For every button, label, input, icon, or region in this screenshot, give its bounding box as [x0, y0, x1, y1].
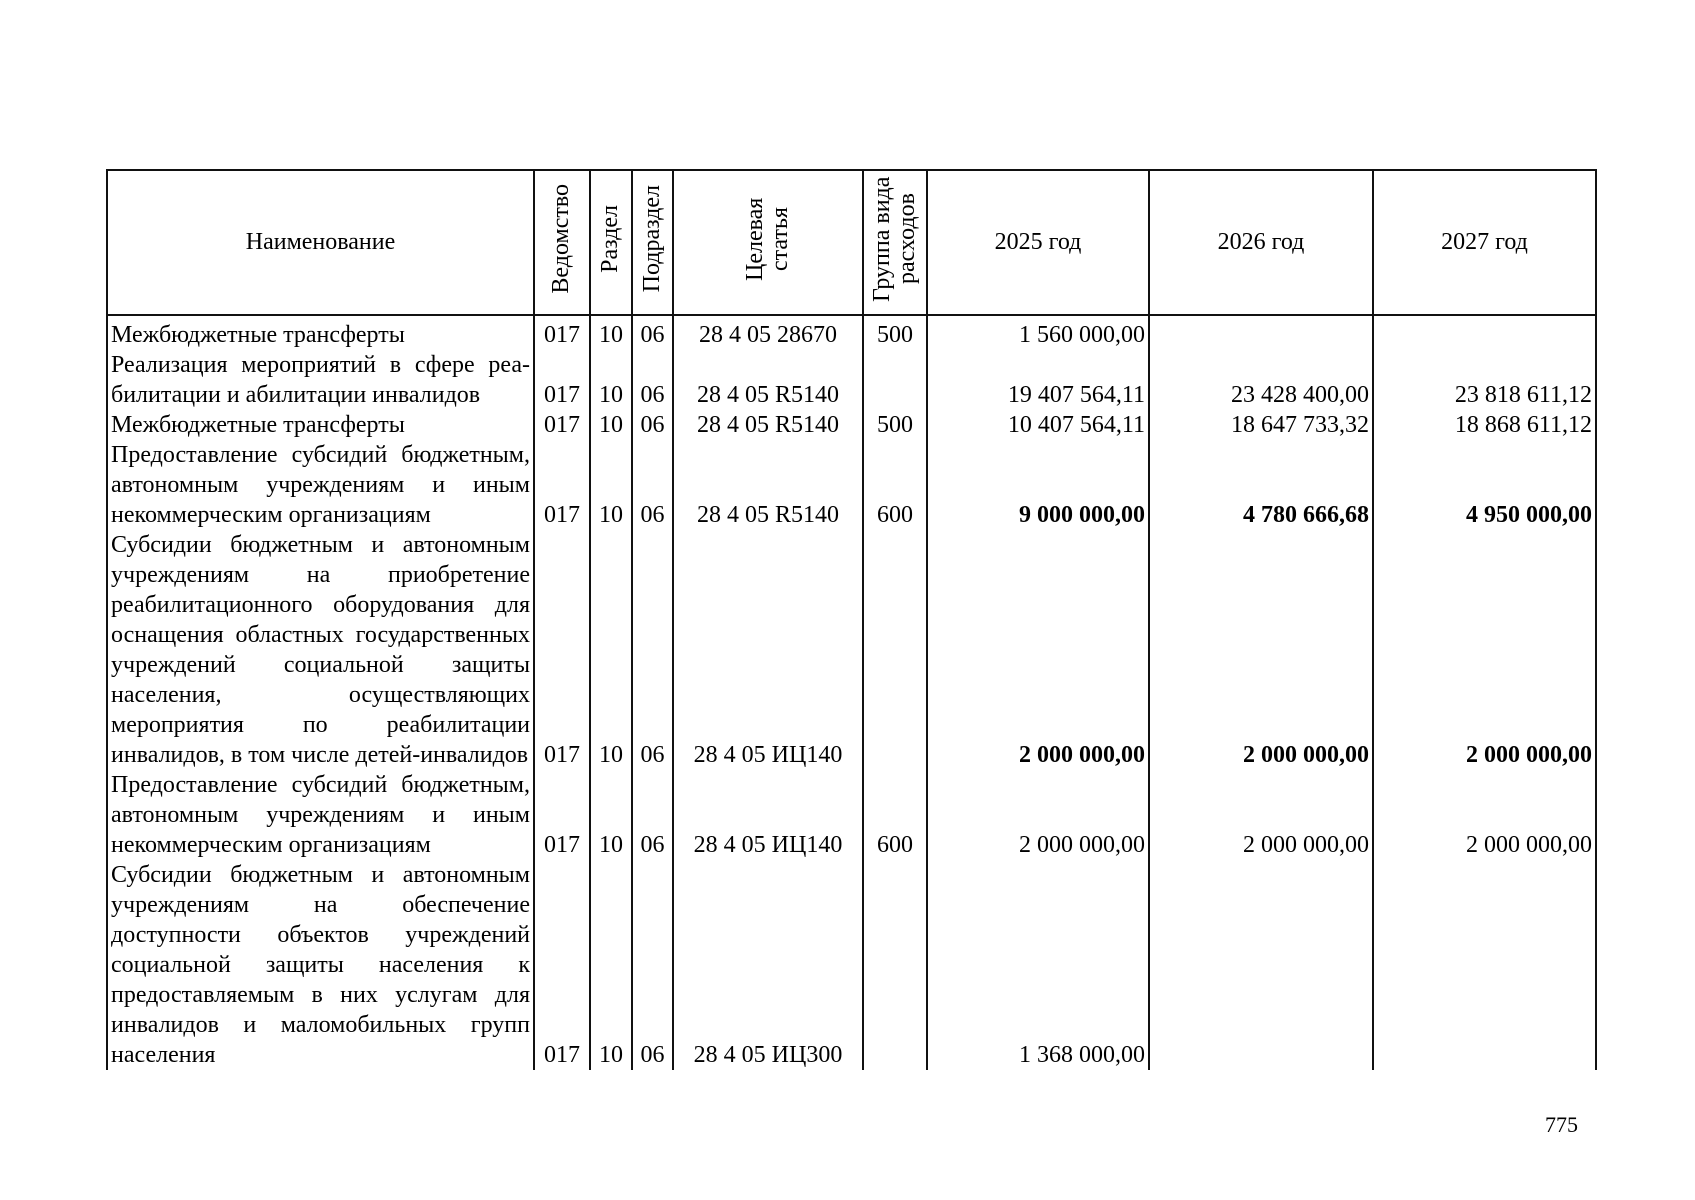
row-2026 [1149, 315, 1373, 350]
row-department: 017 [534, 410, 590, 440]
row-2025: 19 407 564,11 [927, 350, 1149, 410]
row-2025: 9 000 000,00 [927, 440, 1149, 530]
row-expense-group [863, 530, 927, 770]
page-number: 775 [1545, 1112, 1578, 1137]
row-2025: 1 368 000,00 [927, 860, 1149, 1070]
table-row [107, 315, 1596, 350]
table-header-row [107, 170, 1596, 315]
header-target-article: Целевая статья [673, 170, 863, 315]
row-expense-group: 600 [863, 770, 927, 860]
row-name: Реализация мероприятий в сфере реабилитации и абилитации инвалидов [107, 350, 534, 410]
row-department: 017 [534, 350, 590, 410]
row-target-article: 28 4 05 ИЦ300 [673, 860, 863, 1070]
row-department: 017 [534, 860, 590, 1070]
row-2026: 18 647 733,32 [1149, 410, 1373, 440]
row-2026: 2 000 000,00 [1149, 770, 1373, 860]
row-2027: 23 818 611,12 [1373, 350, 1596, 410]
row-2027: 4 950 000,00 [1373, 440, 1596, 530]
row-2026: 23 428 400,00 [1149, 350, 1373, 410]
row-expense-group [863, 860, 927, 1070]
row-department: 017 [534, 440, 590, 530]
row-department: 017 [534, 530, 590, 770]
table-row [107, 350, 1596, 410]
row-2025: 2 000 000,00 [927, 530, 1149, 770]
row-2026: 2 000 000,00 [1149, 530, 1373, 770]
header-2025: 2025 год [927, 170, 1149, 315]
row-name: Субсидии бюджетным и автономным учреждениям на обеспечение доступности объектов учреждений социальной защиты населения к предоставляемым в них услугам для инвалидов и маломобильных групп населения [107, 860, 534, 1070]
table-row [107, 530, 1596, 770]
row-2027: 18 868 611,12 [1373, 410, 1596, 440]
row-section: 10 [590, 440, 632, 530]
table-row [107, 770, 1596, 860]
row-subsection: 06 [632, 315, 673, 350]
row-expense-group: 600 [863, 440, 927, 530]
row-section: 10 [590, 770, 632, 860]
row-subsection: 06 [632, 530, 673, 770]
row-name: Субсидии бюджетным и автономным учреждениям на приобретение реабилитационного оборудования для оснащения областных государственных учреждений социальной защиты населения, осуществляющих мероприятия по реабилитации инвалидов, в том числе детей-инвалидов [107, 530, 534, 770]
row-2027: 2 000 000,00 [1373, 530, 1596, 770]
header-2027: 2027 год [1373, 170, 1596, 315]
row-name: Предоставление субсидий бюджетным, автономным учреждениям и иным некоммерческим организациям [107, 770, 534, 860]
row-expense-group: 500 [863, 410, 927, 440]
row-2025: 10 407 564,11 [927, 410, 1149, 440]
row-2027 [1373, 315, 1596, 350]
row-2027 [1373, 860, 1596, 1070]
row-section: 10 [590, 410, 632, 440]
row-target-article: 28 4 05 ИЦ140 [673, 770, 863, 860]
row-subsection: 06 [632, 350, 673, 410]
header-subsection: Подраздел [632, 170, 673, 315]
row-2027: 2 000 000,00 [1373, 770, 1596, 860]
row-2025: 2 000 000,00 [927, 770, 1149, 860]
row-target-article: 28 4 05 R5140 [673, 440, 863, 530]
row-section: 10 [590, 315, 632, 350]
row-name: Предоставление субсидий бюджетным, автономным учреждениям и иным некоммерческим организациям [107, 440, 534, 530]
row-subsection: 06 [632, 410, 673, 440]
header-section: Раздел [590, 170, 632, 315]
header-2026: 2026 год [1149, 170, 1373, 315]
budget-table [106, 169, 1597, 1070]
row-department: 017 [534, 770, 590, 860]
row-target-article: 28 4 05 ИЦ140 [673, 530, 863, 770]
table-row [107, 440, 1596, 530]
row-section: 10 [590, 530, 632, 770]
row-target-article: 28 4 05 28670 [673, 315, 863, 350]
table-row [107, 860, 1596, 1070]
row-2026 [1149, 860, 1373, 1070]
header-expense-group: Группа вида расходов [863, 170, 927, 315]
row-name: Межбюджетные трансферты [107, 315, 534, 350]
table-row [107, 410, 1596, 440]
row-section: 10 [590, 860, 632, 1070]
row-target-article: 28 4 05 R5140 [673, 410, 863, 440]
header-name: Наименование [107, 170, 534, 315]
row-expense-group [863, 350, 927, 410]
row-2025: 1 560 000,00 [927, 315, 1149, 350]
row-2026: 4 780 666,68 [1149, 440, 1373, 530]
row-section: 10 [590, 350, 632, 410]
row-subsection: 06 [632, 440, 673, 530]
row-name: Межбюджетные трансферты [107, 410, 534, 440]
row-expense-group: 500 [863, 315, 927, 350]
row-subsection: 06 [632, 770, 673, 860]
row-department: 017 [534, 315, 590, 350]
row-target-article: 28 4 05 R5140 [673, 350, 863, 410]
row-subsection: 06 [632, 860, 673, 1070]
header-department: Ведомство [534, 170, 590, 315]
